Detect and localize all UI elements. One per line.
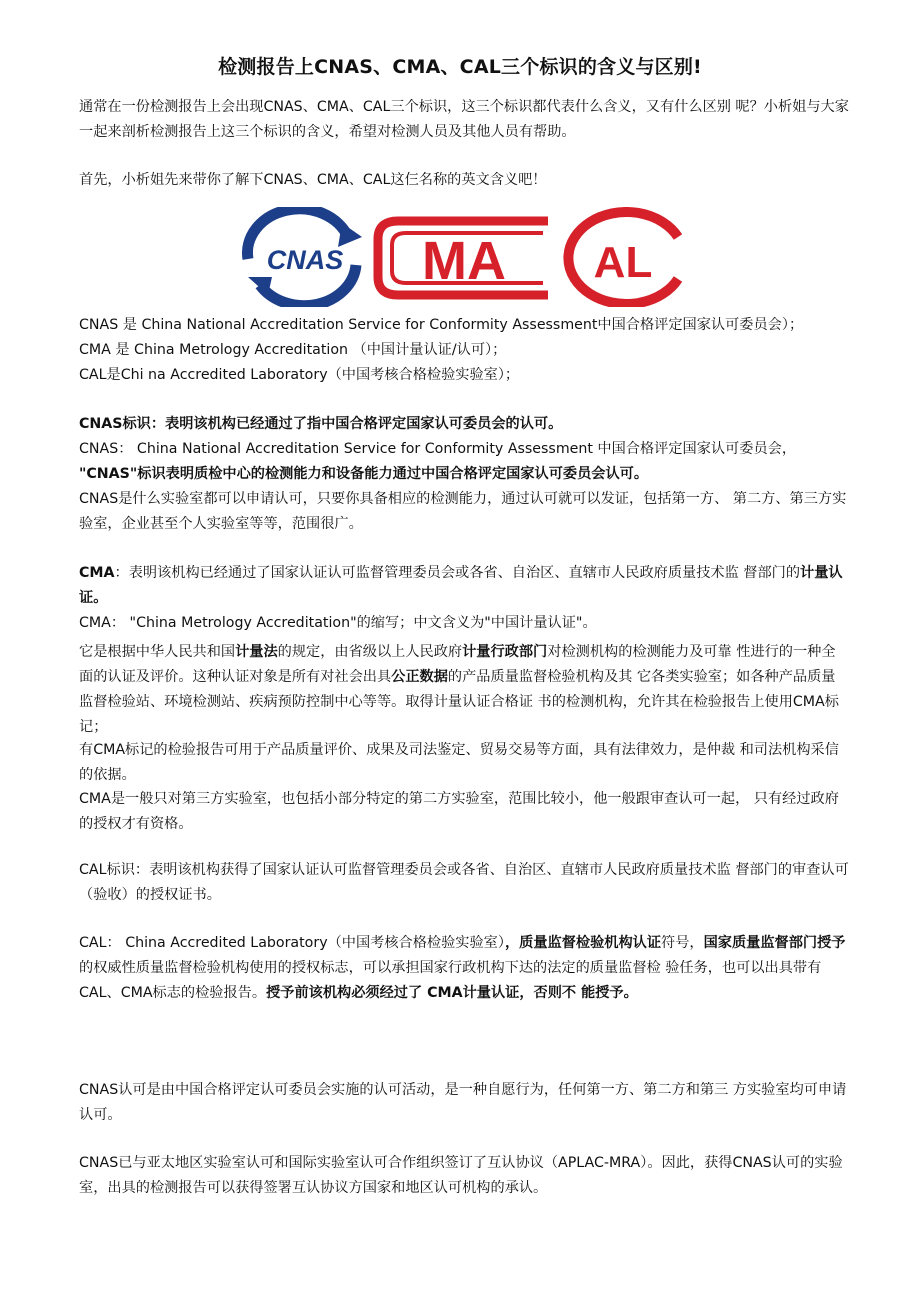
cma-heading <box>79 561 849 611</box>
cma-paragraph4: CMA是一般只对第三方实验室，也包括小部分特定的第二方实验室，范围比较小，他一般跟审查认可一起， 只有经过政府的授权才有资格。 <box>79 791 839 832</box>
cal-logo <box>568 212 678 304</box>
cal-a: CAL： China Accredited Laboratory（中国考核合格检验实验室） <box>79 935 505 951</box>
cma-heading-bold: 计量认证。 <box>79 565 843 606</box>
cma-line1: CMA： "China Metrology Accreditation"的缩写；中文含义为"中国计量认证"。 <box>79 615 597 631</box>
cal-e: 的权威性质量监督检验机构使用的授权标志，可以承担国家行政机构下达的法定的质量监督检 验任务，也可以出具带有CAL、CMA标志的检验报告。 <box>79 960 822 1001</box>
document-title: 检测报告上CNAS、CMA、CAL三个标识的含义与区别! <box>218 56 702 78</box>
cma-heading-text: ：表明该机构已经通过了国家认证认可监督管理委员会或各省、自治区、直辖市人民政府质量技术监 督部门的 <box>114 565 801 581</box>
def-cal: CAL是Chi na Accredited Laboratory（中国考核合格检验实验室）； <box>79 367 520 383</box>
first-paragraph: 首先，小析姐先来带你了解下CNAS、CMA、CAL这仨名称的英文含义吧！ <box>79 172 547 188</box>
footer-paragraph1: CNAS认可是由中国合格评定认可委员会实施的认可活动，是一种自愿行为，任何第一方、第二方和第三 方实验室均可申请认可。 <box>79 1082 847 1123</box>
cma-p2-a: 它是根据中华人民共和国 <box>79 644 236 660</box>
intro-paragraph: 通常在一份检测报告上会出现CNAS、CMA、CAL三个标识，这三个标识都代表什么含义，又有什么区别 呢？小析姐与大家一起来剖析检测报告上这三个标识的含义，希望对检测人员及其他人员有帮助。 <box>79 99 849 140</box>
cma-p2-g: 的产品质量监督检验机构及其 它各类实验室；如各种产品质量监督检验站、环境检测站、疾病预防控制中心等等。取得计量认证合格证 书的检测机构，允许其在检验报告上使用CMA标记； <box>79 669 839 735</box>
cma-paragraph3: 有CMA标记的检验报告可用于产品质量评价、成果及司法鉴定、贸易交易等方面，具有法律效力，是仲裁 和司法机构采信的依据。 <box>79 742 839 783</box>
cal-f: 授予前该机构必须经过了 CMA计量认证，否则不 能授予。 <box>266 985 638 1001</box>
cma-p2-f: 公正数据 <box>391 669 448 685</box>
cnas-logo <box>247 209 362 306</box>
cnas-line1: CNAS： China National Accreditation Service for Conformity Assessment 中国合格评定国家认可委员会， <box>79 441 797 457</box>
cal-logo-text: AL <box>593 238 653 287</box>
cnas-arrow-head <box>338 223 362 247</box>
cma-logo <box>378 221 548 295</box>
cal-heading: CAL标识：表明该机构获得了国家认证认可监督管理委员会或各省、自治区、直辖市人民政府质量技术监 督部门的审查认可（验收）的授权证书。 <box>79 862 849 903</box>
cma-heading-label: CMA <box>79 565 115 581</box>
cma-p2-b: 计量法 <box>235 644 278 660</box>
cnas-line3: CNAS是什么实验室都可以申请认可，只要你具备相应的检测能力，通过认可就可以发证，包括第一方、 第二方、第三方实验室，企业甚至个人实验室等等，范围很广。 <box>79 491 847 532</box>
cal-d: 国家质量监督部门授予 <box>703 935 846 951</box>
cnas-line2-text: "CNAS"标识表明质检中心的检测能力和设备能力通过中国合格评定国家认可委员会认可。 <box>79 466 649 482</box>
footer-paragraph2: CNAS已与亚太地区实验室认可和国际实验室认可合作组织签订了互认协议（APLAC-MRA）。因此，获得CNAS认可的实验室，出具的检测报告可以获得签署互认协议方国家和地区认可机构的承认。 <box>79 1155 843 1196</box>
def-cnas: CNAS 是 China National Accreditation Service for Conformity Assessment中国合格评定国家认可委员会）； <box>79 317 804 333</box>
cal-c: 符号， <box>661 935 704 951</box>
cnas-heading <box>79 412 849 437</box>
cnas-line2 <box>79 462 849 487</box>
cnas-logo-text: CNAS <box>266 245 344 275</box>
certification-logos <box>238 207 688 307</box>
cal-paragraph <box>79 931 849 1006</box>
def-cma: CMA 是 China Metrology Accreditation （中国计量认证/认可）； <box>79 342 507 358</box>
cma-p2-e: 对检测机构的检测能力及可靠 性进行的一种全面的认证及评价。这种认证对象是所有对社会出具 <box>79 644 836 685</box>
cma-paragraph2 <box>79 640 849 740</box>
cma-p2-c: 的规定，由省级以上人民政府 <box>277 644 463 660</box>
cal-b: ，质量监督检验机构认证 <box>504 935 662 951</box>
cma-logo-text: MA <box>422 231 506 291</box>
cma-p2-d: 计量行政部门 <box>462 644 548 660</box>
logos-svg <box>238 207 688 307</box>
cnas-heading-text: CNAS标识：表明该机构已经通过了指中国合格评定国家认可委员会的认可。 <box>79 416 563 432</box>
